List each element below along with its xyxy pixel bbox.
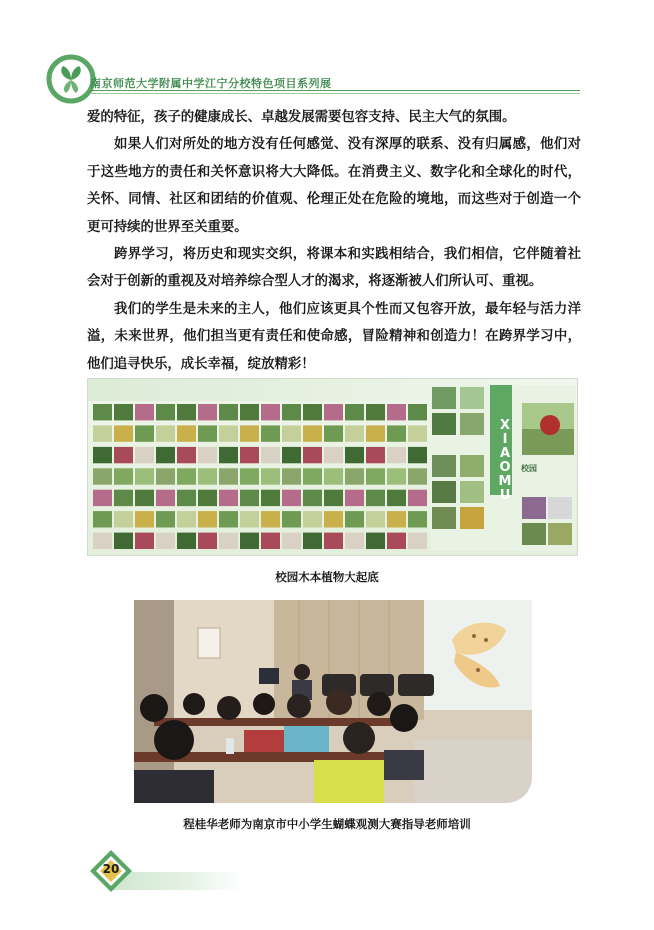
series-title: 南京师范大学附属中学江宁分校特色项目系列展 — [90, 77, 332, 90]
plant-thumbnail — [261, 490, 280, 506]
plant-thumbnail — [282, 533, 301, 549]
plant-thumbnail — [345, 404, 364, 420]
plant-thumbnail — [366, 490, 385, 506]
plant-thumbnail — [114, 447, 133, 463]
plant-thumbnail — [303, 511, 322, 527]
plant-thumbnail — [198, 425, 217, 441]
plant-thumbnail — [282, 404, 301, 420]
plant-thumbnail — [135, 490, 154, 506]
plant-thumbnail — [219, 468, 238, 484]
plant-thumbnail — [345, 490, 364, 506]
plant-thumbnail — [198, 468, 217, 484]
plant-thumbnail — [282, 511, 301, 527]
plant-thumbnail — [114, 490, 133, 506]
paragraph: 爱的特征，孩子的健康成长、卓越发展需要包容支持、民主大气的氛围。 — [87, 110, 516, 125]
plant-thumbnail — [114, 533, 133, 549]
plant-thumbnail — [156, 404, 175, 420]
plant-thumbnail — [198, 404, 217, 420]
plant-thumbnail — [93, 447, 112, 463]
plant-thumbnail — [135, 404, 154, 420]
plant-thumbnail — [219, 490, 238, 506]
plant-thumbnail — [240, 490, 259, 506]
plant-thumbnail — [156, 425, 175, 441]
plant-thumbnail — [324, 447, 343, 463]
plant-thumbnail — [408, 425, 427, 441]
figure-caption: 校园木本植物大起底 — [275, 570, 379, 584]
plant-thumbnail — [93, 511, 112, 527]
plant-thumbnail — [303, 425, 322, 441]
plant-thumbnail — [135, 468, 154, 484]
plant-thumbnail — [198, 490, 217, 506]
plant-thumbnail — [345, 468, 364, 484]
plant-thumbnail — [282, 490, 301, 506]
plant-thumbnail — [282, 468, 301, 484]
board-vertical-title: XIAOMU — [498, 418, 512, 503]
plant-thumbnail — [303, 447, 322, 463]
plant-thumbnail — [240, 425, 259, 441]
plant-thumbnail — [261, 468, 280, 484]
paragraph: 跨界学习，将历史和现实交织，将课本和实践相结合，我们相信，它伴随着社会对于创新的重视及对培养综合型人才的渴求，将逐渐被人们所认可、重视。 — [87, 247, 581, 290]
plant-thumbnail — [240, 447, 259, 463]
plant-thumbnail — [93, 425, 112, 441]
header-divider-secondary — [90, 93, 580, 94]
plant-thumbnail — [135, 447, 154, 463]
board-side-label: 校园 — [521, 464, 537, 473]
school-logo-icon — [46, 54, 96, 104]
plant-thumbnail — [177, 468, 196, 484]
plant-thumbnail — [387, 490, 406, 506]
plant-thumbnail — [261, 404, 280, 420]
plant-thumbnail — [366, 447, 385, 463]
plant-thumbnail — [240, 404, 259, 420]
plant-thumbnail — [156, 511, 175, 527]
plant-thumbnail — [408, 511, 427, 527]
plant-thumbnail — [366, 511, 385, 527]
plant-thumbnail — [303, 490, 322, 506]
plant-photo-grid — [92, 403, 428, 553]
plant-thumbnail — [177, 447, 196, 463]
plant-thumbnail — [93, 490, 112, 506]
plant-thumbnail — [261, 447, 280, 463]
plant-thumbnail — [219, 533, 238, 549]
plant-thumbnail — [156, 490, 175, 506]
plant-thumbnail — [366, 468, 385, 484]
plant-thumbnail — [177, 533, 196, 549]
plant-thumbnail — [387, 404, 406, 420]
paragraph: 如果人们对所处的地方没有任何感觉、没有深厚的联系、没有归属感，他们对于这些地方的责任和关怀意识将大大降低。在消费主义、数字化和全球化的时代，关怀、同情、社区和团结的价值观、伦理正处在危险的境地，而这些对于创造一个更可持续的世界至关重要。 — [87, 137, 581, 235]
plant-thumbnail — [324, 511, 343, 527]
plant-thumbnail — [387, 468, 406, 484]
paragraph: 我们的学生是未来的主人，他们应该更具个性而又包容开放，最年轻与活力洋溢，未来世界，他们担当更有责任和使命感，冒险精神和创造力！在跨界学习中，他们追寻快乐，成长幸福，绽放精彩！ — [87, 301, 581, 372]
plant-thumbnail — [93, 533, 112, 549]
plant-thumbnail — [366, 404, 385, 420]
plant-thumbnail — [345, 511, 364, 527]
plant-thumbnail — [387, 447, 406, 463]
plant-thumbnail — [345, 533, 364, 549]
plant-thumbnail — [261, 533, 280, 549]
plant-thumbnail — [93, 404, 112, 420]
plant-thumbnail — [114, 425, 133, 441]
plant-thumbnail — [303, 533, 322, 549]
plant-thumbnail — [219, 511, 238, 527]
plant-thumbnail — [135, 533, 154, 549]
plant-thumbnail — [198, 447, 217, 463]
plant-thumbnail — [261, 511, 280, 527]
plant-thumbnail — [156, 447, 175, 463]
plant-thumbnail — [93, 468, 112, 484]
plant-thumbnail — [387, 425, 406, 441]
plant-thumbnail — [324, 425, 343, 441]
figure-caption: 程桂华老师为南京市中小学生蝴蝶观测大赛指导老师培训 — [183, 817, 471, 831]
plant-thumbnail — [219, 404, 238, 420]
plant-thumbnail — [261, 425, 280, 441]
plant-thumbnail — [156, 533, 175, 549]
plant-thumbnail — [177, 511, 196, 527]
plant-thumbnail — [324, 404, 343, 420]
plant-thumbnail — [240, 511, 259, 527]
plant-thumbnail — [156, 468, 175, 484]
plant-thumbnail — [408, 404, 427, 420]
plant-board-photo — [87, 378, 578, 556]
plant-thumbnail — [387, 511, 406, 527]
page-number: 20 — [102, 862, 120, 876]
header-divider — [90, 90, 580, 91]
plant-thumbnail — [366, 425, 385, 441]
plant-thumbnail — [240, 468, 259, 484]
article-body — [87, 104, 581, 378]
plant-thumbnail — [324, 533, 343, 549]
plant-thumbnail — [135, 511, 154, 527]
plant-thumbnail — [135, 425, 154, 441]
plant-thumbnail — [114, 511, 133, 527]
plant-thumbnail — [345, 425, 364, 441]
plant-thumbnail — [324, 490, 343, 506]
plant-thumbnail — [240, 533, 259, 549]
plant-thumbnail — [198, 511, 217, 527]
plant-thumbnail — [408, 490, 427, 506]
plant-thumbnail — [219, 447, 238, 463]
plant-thumbnail — [114, 404, 133, 420]
plant-thumbnail — [303, 468, 322, 484]
plant-thumbnail — [345, 447, 364, 463]
plant-thumbnail — [198, 533, 217, 549]
plant-thumbnail — [408, 468, 427, 484]
plant-thumbnail — [366, 533, 385, 549]
plant-thumbnail — [324, 468, 343, 484]
plant-thumbnail — [408, 447, 427, 463]
plant-thumbnail — [177, 404, 196, 420]
plant-thumbnail — [282, 447, 301, 463]
plant-thumbnail — [114, 468, 133, 484]
plant-thumbnail — [282, 425, 301, 441]
classroom-training-photo — [134, 600, 532, 803]
plant-thumbnail — [219, 425, 238, 441]
plant-thumbnail — [177, 425, 196, 441]
plant-thumbnail — [408, 533, 427, 549]
plant-thumbnail — [303, 404, 322, 420]
plant-thumbnail — [177, 490, 196, 506]
plant-thumbnail — [387, 533, 406, 549]
